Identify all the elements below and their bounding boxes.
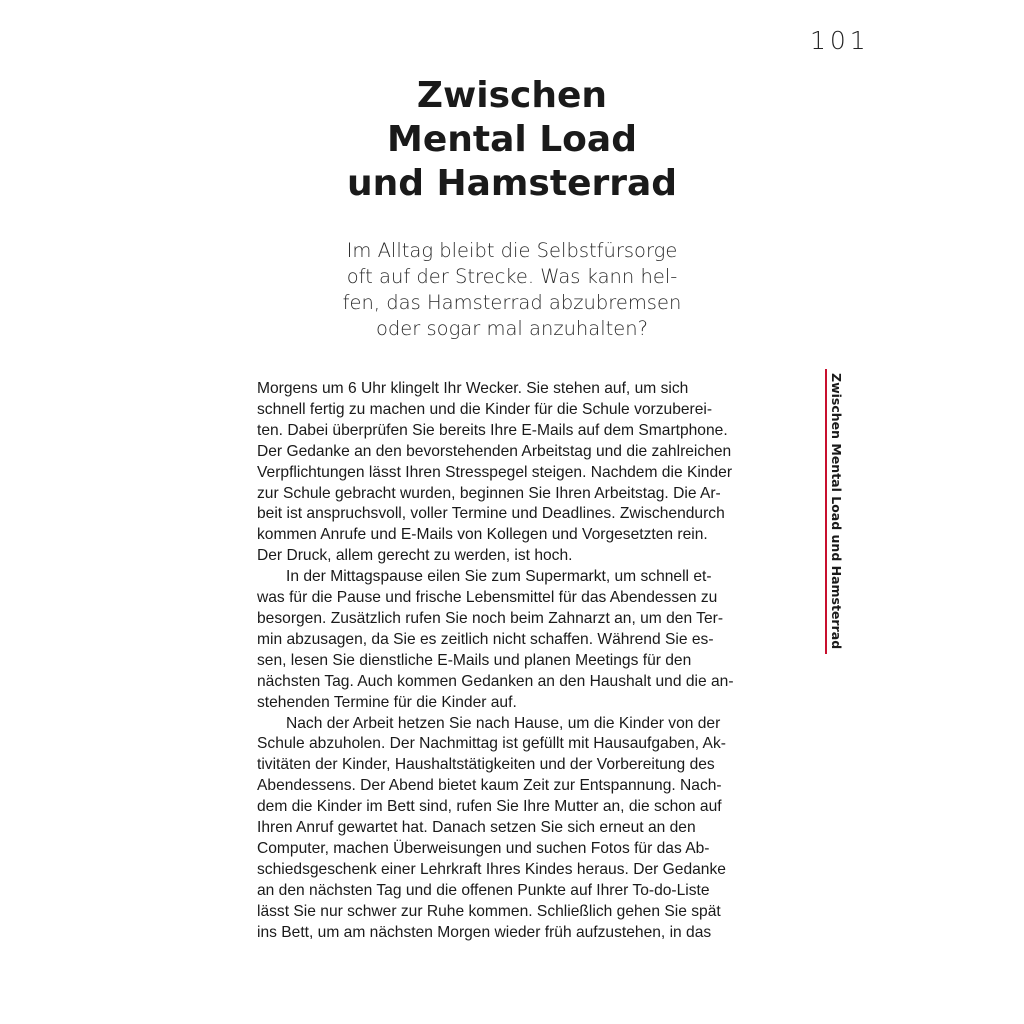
body-line: tivitäten der Kinder, Haushaltstätigkeiten und der Vorbereitung des [257,756,715,774]
body-line: Der Druck, allem gerecht zu werden, ist hoch. [257,547,573,565]
running-head-text: Zwischen Mental Load und Hamsterrad [829,372,844,650]
subtitle-line: fen, das Hamsterrad abzubremsen [342,291,682,314]
body-line-paragraph-start: Nach der Arbeit hetzen Sie nach Hause, um die Kinder von der [286,714,721,732]
body-line: Morgens um 6 Uhr klingelt Ihr Wecker. Sie stehen auf, um sich [257,380,689,397]
body-line: min abzusagen, da Sie es zeitlich nicht schaffen. Während Sie es- [257,630,714,648]
body-line: stehenden Termine für die Kinder auf. [257,693,517,711]
chapter-title [262,74,762,206]
body-line: an den nächsten Tag und die offenen Punkte auf Ihrer To-do-Liste [257,881,710,899]
page-number [810,26,870,55]
body-line: Computer, machen Überweisungen und suchen Fotos für das Ab- [257,839,710,857]
body-line: was für die Pause und frische Lebensmittel für das Abendessen zu [257,589,718,607]
body-line: schnell fertig zu machen und die Kinder für die Schule vorzuberei- [257,400,713,418]
body-line: Abendessens. Der Abend bietet kaum Zeit zur Entspannung. Nach- [257,777,722,795]
running-head-rule [825,369,827,654]
subtitle-line: oder sogar mal anzuhalten? [375,317,649,340]
running-head [829,369,844,653]
body-line: ins Bett, um am nächsten Morgen wieder früh aufzustehen, in das [257,923,712,941]
body-line: schiedsgeschenk einer Lehrkraft Ihres Kindes heraus. Der Gedanke [257,860,726,878]
body-line: sen, lesen Sie dienstliche E-Mails und planen Meetings für den [257,651,692,669]
title-line: und Hamsterrad [346,163,678,204]
body-line: zur Schule gebracht wurden, beginnen Sie Ihren Arbeitstag. Die Ar- [257,484,721,502]
body-line-paragraph-start: In der Mittagspause eilen Sie zum Supermarkt, um schnell et- [286,568,712,586]
body-line: Ihren Anruf gewartet hat. Danach setzen Sie sich erneut an den [257,819,696,837]
subtitle-line: Im Alltag bleibt die Selbstfürsorge [346,239,678,262]
chapter-subtitle [312,238,712,342]
body-line: ten. Dabei überprüfen Sie bereits Ihre E-Mails auf dem Smartphone. [257,421,728,439]
body-line: lässt Sie nur schwer zur Ruhe kommen. Schließlich gehen Sie spät [257,902,721,920]
body-line: beit ist anspruchsvoll, voller Termine und Deadlines. Zwischendurch [257,505,725,523]
body-text [257,379,777,943]
body-line: Schule abzuholen. Der Nachmittag ist gefüllt mit Hausaufgaben, Ak- [257,735,726,753]
title-line: Zwischen [416,75,608,116]
body-line: nächsten Tag. Auch kommen Gedanken an den Haushalt und die an- [257,672,734,690]
title-line: Mental Load [387,119,637,160]
body-line: besorgen. Zusätzlich rufen Sie noch beim Zahnarzt an, um den Ter- [257,609,724,627]
body-line: dem die Kinder im Bett sind, rufen Sie Ihre Mutter an, die schon auf [257,798,722,816]
body-line: kommen Anrufe und E-Mails von Kollegen und Vorgesetzten rein. [257,526,708,544]
subtitle-line: oft auf der Strecke. Was kann hel- [346,265,678,288]
page-number-text: 101 [810,26,870,55]
body-line: Verpflichtungen lässt Ihren Stresspegel steigen. Nachdem die Kinder [257,463,733,481]
body-line: Der Gedanke an den bevorstehenden Arbeitstag und die zahlreichen [257,442,732,460]
